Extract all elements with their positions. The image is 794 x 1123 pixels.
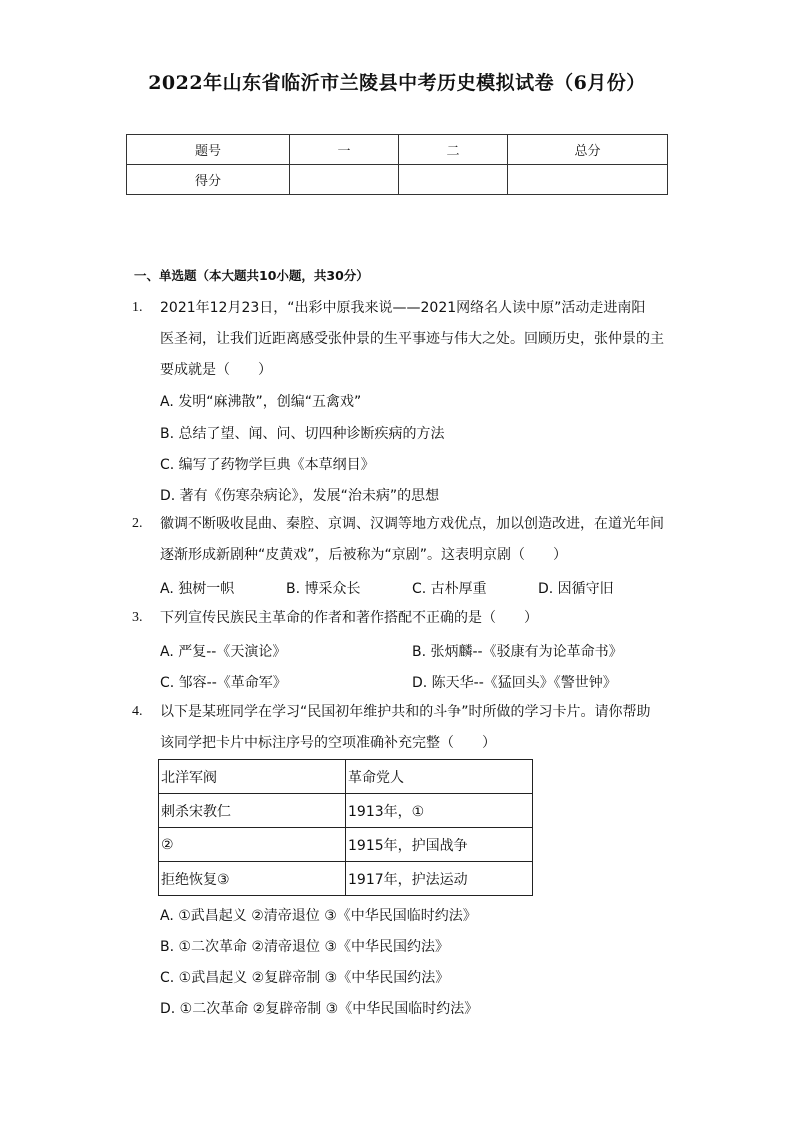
option[interactable]: C. 邹容--《革命军》: [160, 675, 287, 691]
score-table: [126, 134, 668, 195]
option[interactable]: D. 因循守旧: [538, 581, 614, 597]
question-stem: [160, 603, 665, 634]
question-line: 徽调不断吸收昆曲、秦腔、京调、汉调等地方戏优点，加以创造改进，在道光年间: [160, 516, 664, 532]
table-cell: 拒绝恢复③: [159, 862, 346, 896]
option[interactable]: B. 总结了望、闻、问、切四种诊断疾病的方法: [160, 426, 445, 442]
option[interactable]: C. 编写了药物学巨典《本草纲目》: [160, 457, 375, 473]
table-cell: 北洋军阀: [159, 760, 346, 794]
question-number: 3.: [132, 610, 143, 625]
study-card-table: [158, 759, 533, 896]
table-cell: 1913年，①: [346, 794, 533, 828]
option[interactable]: B. 张炳麟--《驳康有为论革命书》: [412, 644, 623, 660]
option[interactable]: A. 独树一帜: [160, 581, 235, 597]
score-header-cell: 一: [290, 135, 399, 165]
question-number: 1.: [132, 300, 143, 315]
question-line: 下列宣传民族民主革命的作者和著作搭配不正确的是（ ）: [160, 610, 538, 626]
question-line: 要成就是（ ）: [160, 362, 272, 378]
question-stem: [160, 697, 665, 759]
question-line: 逐渐形成新剧种“皮黄戏”，后被称为“京剧”。这表明京剧（ ）: [160, 547, 568, 563]
table-cell: ②: [159, 828, 346, 862]
table-row: [159, 760, 533, 794]
option[interactable]: A. 发明“麻沸散”，创编“五禽戏”: [160, 394, 362, 410]
question-line: 该同学把卡片中标注序号的空项准确补充完整（ ）: [160, 735, 496, 751]
section-heading: 一、单选题（本大题共10小题，共30分）: [134, 268, 369, 283]
question-line: 2021年12月23日，“出彩中原我来说——2021网络名人读中原”活动走进南阳: [160, 300, 646, 316]
option[interactable]: D. 著有《伤寒杂病论》，发展“治未病”的思想: [160, 488, 440, 504]
page-title: 2022年山东省临沂市兰陵县中考历史模拟试卷（6月份）: [148, 72, 646, 94]
question-line: 医圣祠，让我们近距离感受张仲景的生平事迹与伟大之处。回顾历史，张仲景的主: [160, 331, 664, 347]
score-header-row: [127, 135, 668, 165]
table-row: [159, 828, 533, 862]
question-line: 以下是某班同学在学习“民国初年维护共和的斗争”时所做的学习卡片。请你帮助: [160, 704, 651, 720]
table-cell: 刺杀宋教仁: [159, 794, 346, 828]
option[interactable]: C. 古朴厚重: [412, 581, 487, 597]
option[interactable]: B. 博采众长: [286, 581, 361, 597]
table-cell: 1917年，护法运动: [346, 862, 533, 896]
option[interactable]: A. 严复--《天演论》: [160, 644, 287, 660]
score-header-cell: 题号: [127, 135, 290, 165]
score-cell: [508, 165, 668, 195]
table-row: [159, 862, 533, 896]
question-stem: [160, 509, 665, 571]
score-header-cell: 总分: [508, 135, 668, 165]
table-cell: 革命党人: [346, 760, 533, 794]
score-cell: [399, 165, 508, 195]
score-cell: [290, 165, 399, 195]
table-row: [159, 794, 533, 828]
option[interactable]: D. 陈天华--《猛回头》《警世钟》: [412, 675, 617, 691]
question-number: 2.: [132, 516, 143, 531]
score-header-cell: 二: [399, 135, 508, 165]
table-cell: 1915年，护国战争: [346, 828, 533, 862]
score-row-label: 得分: [127, 165, 290, 195]
option[interactable]: D. ①二次革命 ②复辟帝制 ③《中华民国临时约法》: [160, 1001, 479, 1017]
score-value-row: [127, 165, 668, 195]
option[interactable]: A. ①武昌起义 ②清帝退位 ③《中华民国临时约法》: [160, 908, 477, 924]
option[interactable]: C. ①武昌起义 ②复辟帝制 ③《中华民国约法》: [160, 970, 450, 986]
option[interactable]: B. ①二次革命 ②清帝退位 ③《中华民国约法》: [160, 939, 450, 955]
question-number: 4.: [132, 704, 143, 719]
question-stem: [160, 293, 665, 386]
